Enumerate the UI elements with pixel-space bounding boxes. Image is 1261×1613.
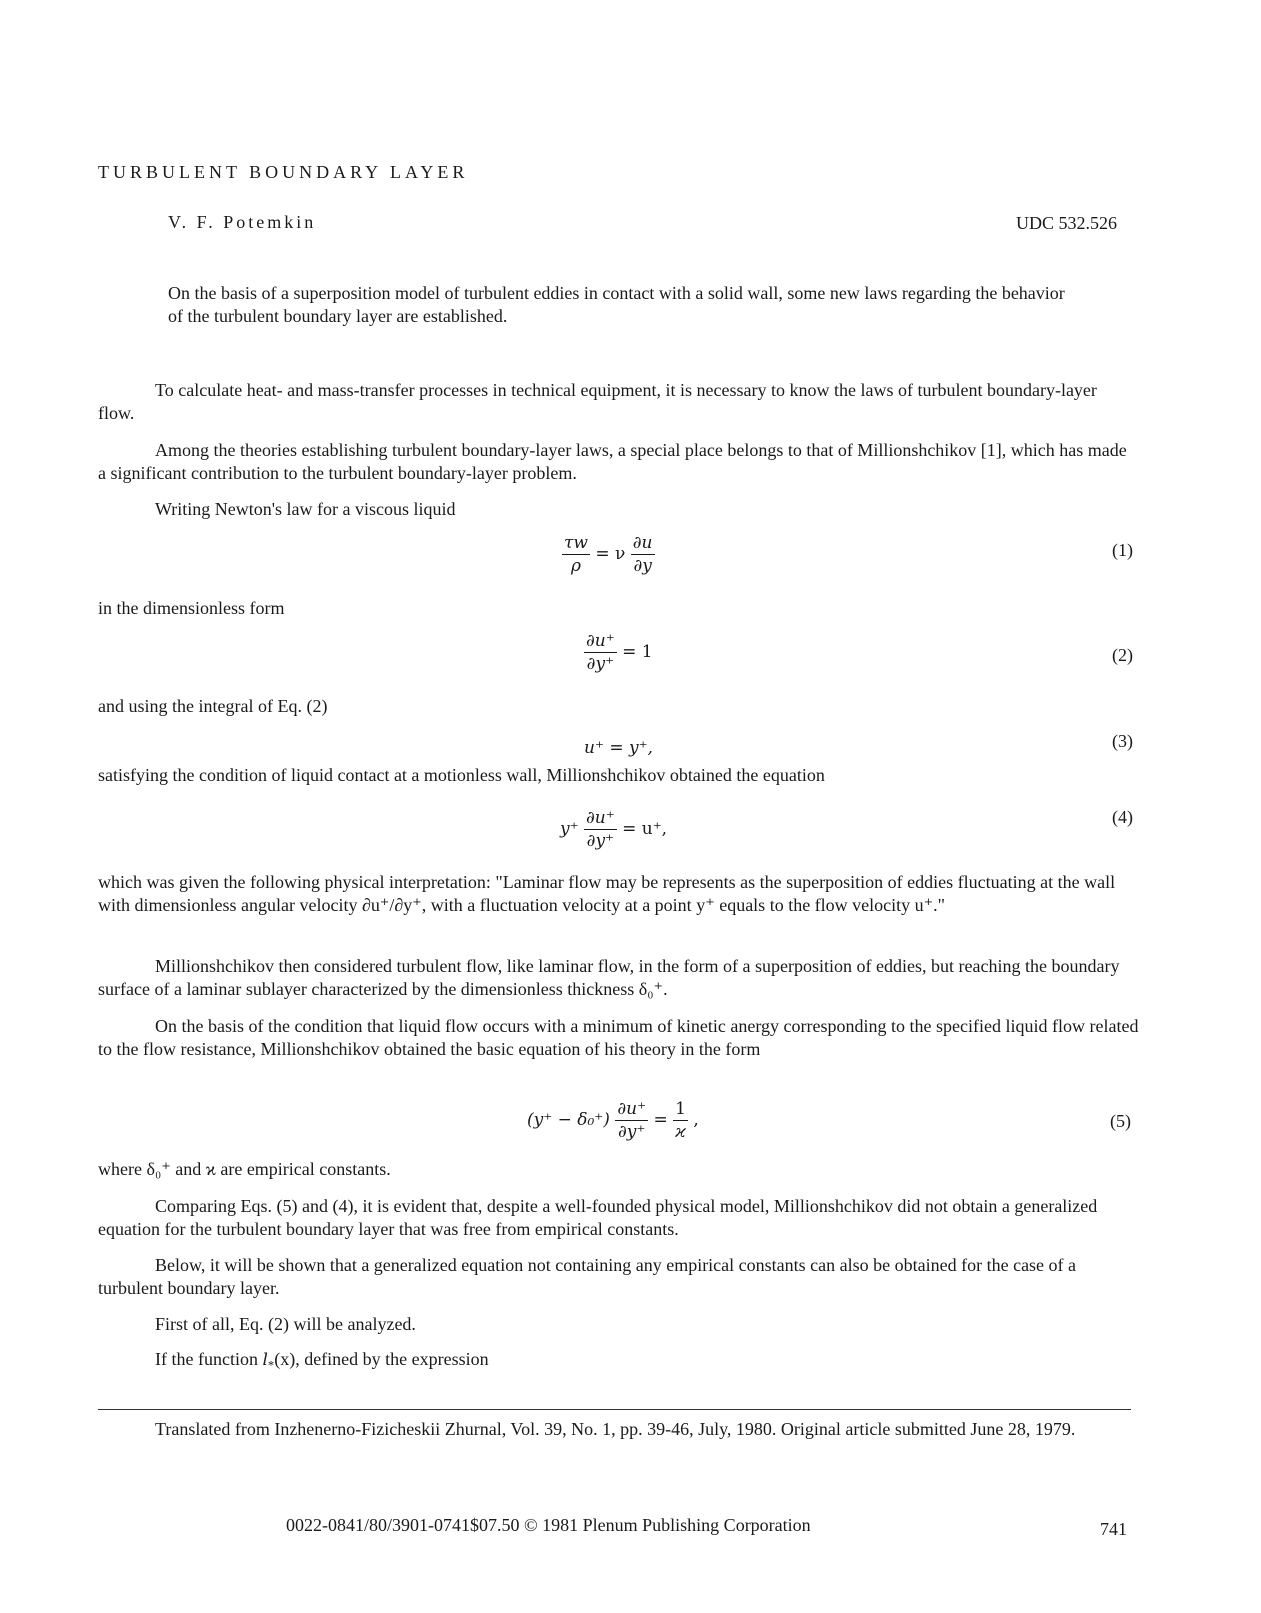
equation-5: (y⁺ − δ₀⁺) $\frac{\partial u^+}{\partial y^+}$ = $\frac{1}{ϰ}$ , — [527, 1099, 699, 1142]
body-paragraph-8: Millionshchikov then considered turbulent flow, like laminar flow, in the form of a superposition of eddies, but reaching the boundary surface of a laminar sublayer characterized by the dimensionless thickness δ₀⁺. — [98, 956, 1120, 999]
body-paragraph-10: where δ₀⁺ and ϰ are empirical constants. — [98, 1159, 391, 1179]
equation-4: y⁺ $\frac{\partial u^+}{\partial y^+}$ = u⁺, — [560, 808, 668, 851]
author-name: V. F. Potemkin — [168, 212, 317, 232]
body-paragraph-5: and using the integral of Eq. (2) — [98, 696, 328, 716]
body-paragraph-7: which was given the following physical interpretation: "Laminar flow may be represents as the superposition of eddies fluctuating at the wall with dimensionless angular velocity ∂u⁺/∂y⁺, with a fluctuation velocity at a point y⁺ equals to the flow velocity u⁺." — [98, 872, 1116, 915]
body-paragraph-13: First of all, Eq. (2) will be analyzed. — [155, 1314, 416, 1334]
equation-2-label: (2) — [1112, 645, 1133, 665]
equation-1-label: (1) — [1112, 540, 1133, 560]
equation-3: u⁺ = y⁺, — [584, 738, 653, 758]
page-number: 741 — [1100, 1519, 1127, 1539]
abstract: On the basis of a superposition model of turbulent eddies in contact with a solid wall, some new laws regarding the behavior of the turbulent boundary layer are established. — [168, 283, 1065, 326]
equation-5-label: (5) — [1110, 1111, 1131, 1131]
equation-4-label: (4) — [1112, 807, 1133, 827]
body-paragraph-9: On the basis of the condition that liquid flow occurs with a minimum of kinetic anergy corresponding to the specified liquid flow related to the flow resistance, Millionshchikov obtained the basic equation of his theory in the form — [98, 1016, 1139, 1059]
footnote: Translated from Inzhenerno-Fizicheskii Zhurnal, Vol. 39, No. 1, pp. 39-46, July, 1980. Original article submitted June 28, 1979. — [155, 1419, 1076, 1439]
equation-3-label: (3) — [1112, 731, 1133, 751]
body-paragraph-2: Among the theories establishing turbulent boundary-layer laws, a special place belongs to that of Millionshchikov [1], which has made a significant contribution to the turbulent boundary-layer problem. — [98, 440, 1127, 483]
equation-2: $\frac{\partial u^+}{\partial y^+}$ = 1 — [586, 631, 653, 674]
body-paragraph-4: in the dimensionless form — [98, 598, 285, 618]
equation-1: $\frac{\tau w}{\rho}$ = ν $\frac{\partial u}{\partial y}$ — [564, 533, 653, 576]
body-paragraph-11: Comparing Eqs. (5) and (4), it is evident that, despite a well-founded physical model, Millionshchikov did not obtain a generalized equation for the turbulent boundary layer that was free from empirical constants. — [98, 1196, 1098, 1239]
copyright-line: 0022-0841/80/3901-0741$07.50 © 1981 Plenum Publishing Corporation — [286, 1515, 811, 1535]
body-paragraph-3: Writing Newton's law for a viscous liquid — [155, 499, 456, 519]
body-paragraph-12: Below, it will be shown that a generalized equation not containing any empirical constants can also be obtained for the case of a turbulent boundary layer. — [98, 1255, 1077, 1298]
footnote-rule — [98, 1409, 1131, 1410]
paper-title: TURBULENT BOUNDARY LAYER — [98, 162, 469, 182]
udc-code: UDC 532.526 — [1016, 213, 1118, 233]
body-paragraph-6: satisfying the condition of liquid contact at a motionless wall, Millionshchikov obtained the equation — [98, 765, 825, 785]
body-paragraph-14: If the function $l_*(x)$, defined by the expression — [155, 1349, 489, 1373]
body-paragraph-1: To calculate heat- and mass-transfer processes in technical equipment, it is necessary to know the laws of turbulent boundary-layer flow. — [98, 380, 1097, 423]
